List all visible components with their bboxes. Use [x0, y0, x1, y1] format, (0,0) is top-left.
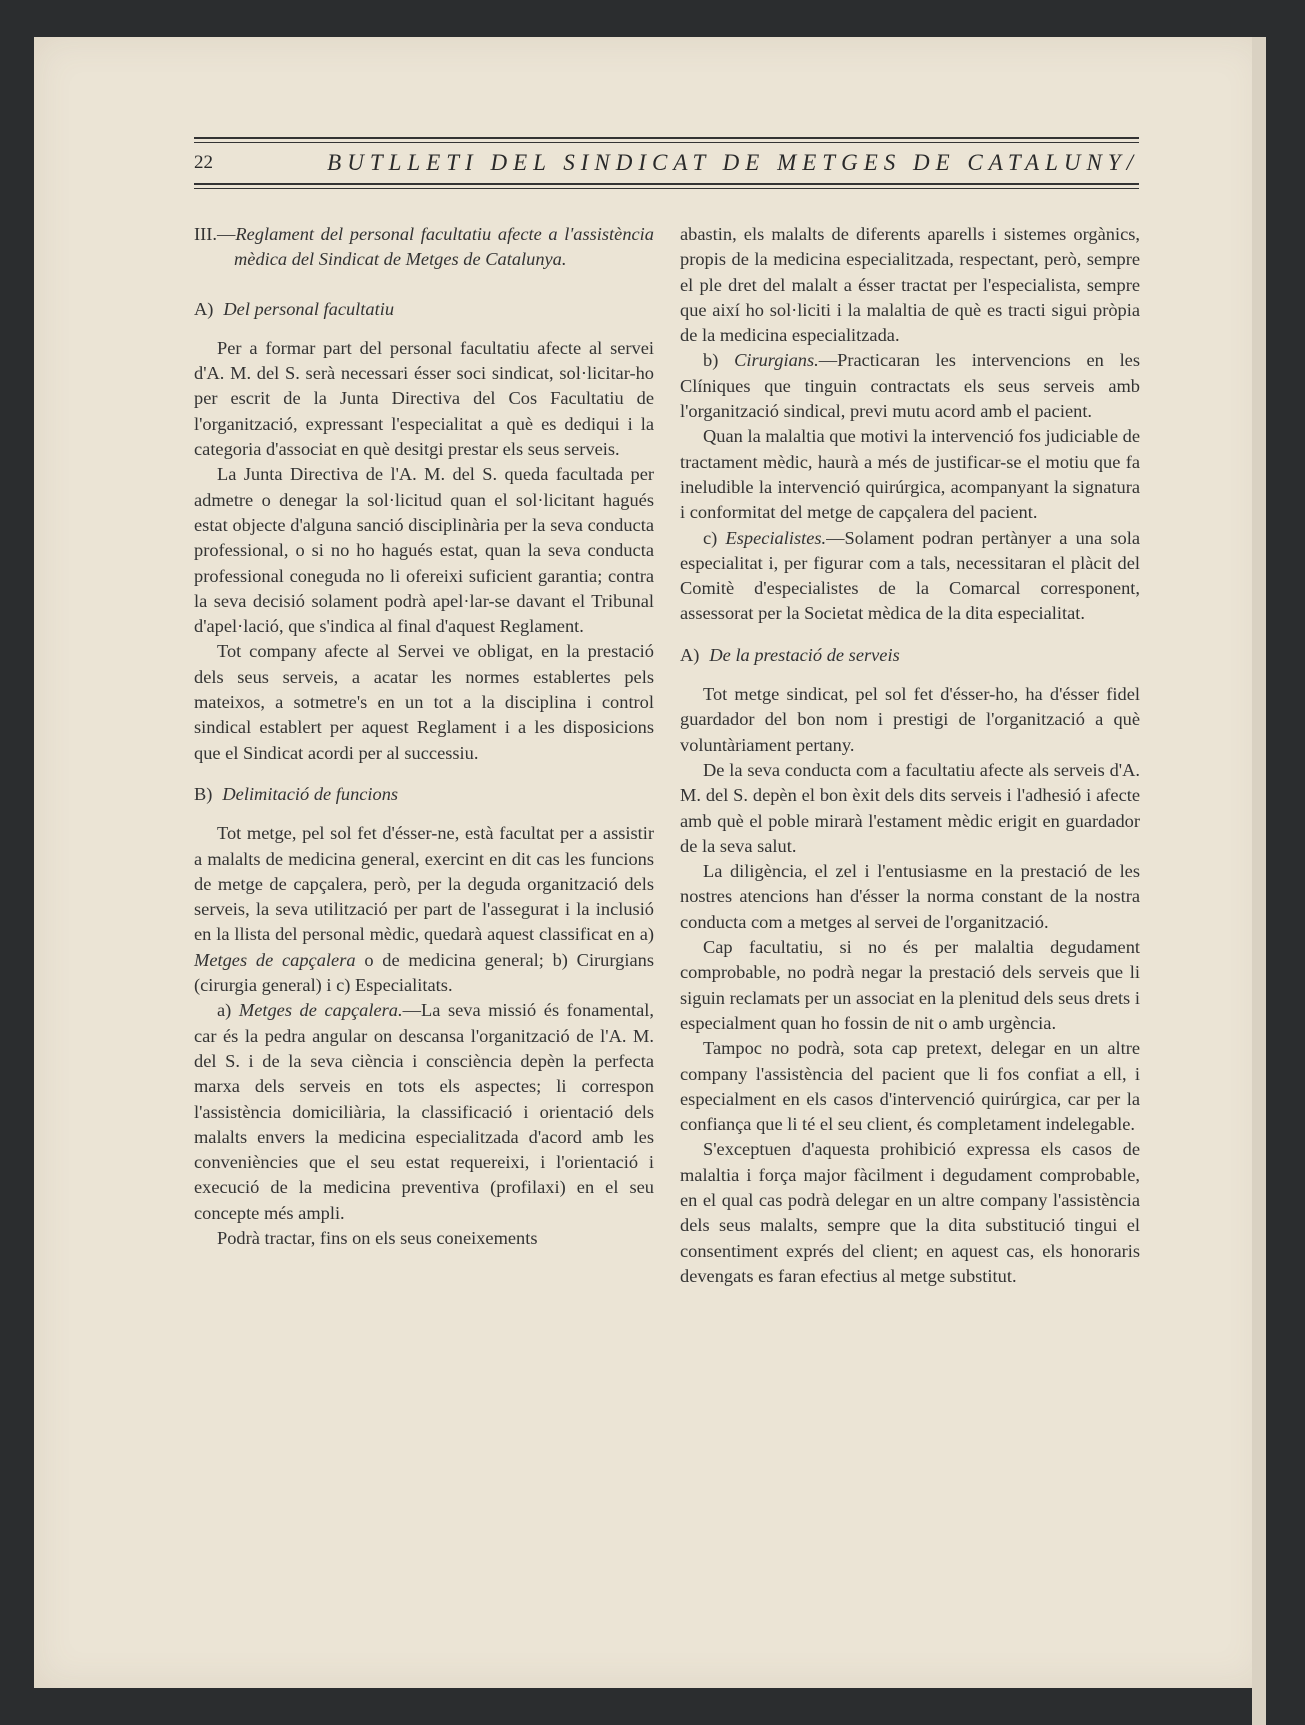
header-rule-bottom — [194, 183, 1139, 185]
paragraph: Podrà tractar, fins on els seus coneixements — [217, 1227, 538, 1248]
next-page-edge — [1252, 37, 1266, 1725]
section-title: De la prestació de serveis — [709, 644, 900, 665]
paragraph: Tot metge sindicat, pel sol fet d'ésser-ho, ha d'ésser fidel guardador del bon nom i prestigi de l'organització a què voluntàriament pertany. — [680, 684, 1140, 755]
text-run: o de medicina general; b) Cirurgians (cirurgia general) i c) Especialitats. — [194, 949, 654, 996]
section-heading-b — [194, 782, 654, 807]
text-run: —Practicaran les intervencions en les Clíniques que tinguin contractats els seus serveis amb l'organització sindical, previ mutu acord amb el pacient. — [680, 350, 1140, 422]
paragraph: La diligència, el zel i l'entusiasme en la prestació de les nostres atencions han d'ésser la norma constant de la nostra conducta com a metges al servei de l'organització. — [680, 861, 1140, 932]
header-rule-bottom-thin — [194, 188, 1139, 189]
paragraph: De la seva conducta com a facultatiu afecte als serveis d'A. M. del S. depèn el bon èxit dels dits serveis i l'adhesió i afecte amb què el poble mirarà l'estament mèdic erigit en guardador de la seva salut. — [680, 759, 1140, 856]
section-title: Del personal facultatiu — [223, 298, 395, 319]
item-label: b) — [703, 350, 719, 371]
page-number: 22 — [194, 152, 213, 173]
paragraph: S'exceptuen d'aquesta prohibició expressa els casos de malaltia i força major fàcilment i degudament comprobable, en el qual cas podrà delegar en un altre company l'assistència dels seus malalts, sempre que la dita substitució tingui el consentiment exprés del client; en aquest cas, els honoraris devengats es faran efectius al metge substitut. — [680, 1139, 1140, 1286]
paragraph — [680, 348, 1140, 424]
paragraph: Per a formar part del personal facultatiu afecte al servei d'A. M. del S. serà necessari ésser soci sindicat, sol·licitar-ho per escrit de la Junta Directiva del Cos Facultatiu de l'organització, expressant l'especialitat a què es dediqui i la categoria d'associat en què desitgi prestar els seus serveis. — [194, 337, 654, 460]
section-label: B) — [194, 783, 213, 804]
title-text: Reglament del personal facultatiu afecte a l'assistència mèdica del Sindicat de Metges de Catalunya. — [234, 224, 654, 270]
italic-term: Metges de capçalera. — [238, 1000, 403, 1021]
paragraph: Cap facultatiu, si no és per malaltia degudament comprobable, no podrà negar la prestació dels serveis que li siguin reclamats per un associat en la plenitud dels seus drets i especialment quan ho fossin de nit o amb urgència. — [680, 937, 1140, 1033]
section-label: A) — [680, 644, 700, 665]
running-header — [194, 137, 1139, 189]
text-run: —La seva missió és fonamental, car és la pedra angular on descansa l'organització de l'A. M. del S. i de la seva ciència i consciència depèn la perfecta marxa dels serveis en tots els aspectes; li correspon l'assistència domiciliària, la classificació i orientació dels malalts envers la medicina especialitzada d'acord amb les conveniències que el seu estat requereixi, i l'orientació i execució de la medicina preventiva (profilaxi) en el seu concepte més ampli. — [194, 1000, 655, 1223]
paragraph: Tampoc no podrà, sota cap pretext, delegar en un altre company l'assistència del pacient que li fos confiat a ell, i especialment en els casos d'intervenció quirúrgica, car per la confiança que li té el seu client, és completament indelegable. — [680, 1038, 1140, 1135]
text-run: Tot metge, pel sol fet d'ésser-ne, està facultat per a assistir a malalts de medicina general, exercint en dit cas les funcions de metge de capçalera, però, per la deguda organització dels serveis, la seva utilització per part de l'assegurat i la inclusió en la llista del personal mèdic, quedarà aquest classificat en a) — [194, 823, 654, 945]
italic-term: Especialistes. — [725, 527, 827, 548]
section-label: A) — [194, 298, 214, 319]
paragraph: La Junta Directiva de l'A. M. del S. queda facultada per admetre o denegar la sol·licitud quan el sol·licitant hagués estat objecte d'alguna sanció disciplinària per la seva conducta professional, o si no ho hagués estat, quan la seva conducta professional coneguda no li ofereixi suficient garantia; contra la seva decisió solament podrà apel·lar-se davant el Tribunal d'apel·lació, que s'indica al final d'aquest Reglament. — [194, 464, 654, 637]
right-column — [680, 222, 1140, 1289]
paragraph: Tot company afecte al Servei ve obligat, en la prestació dels seus serveis, a acatar les normes establertes pels mateixos, a sotmetre's en un tot a la disciplina i control sindical establert per aquest Reglament i a les disposicions que el Sindicat acordi per al successiu. — [194, 641, 654, 763]
header-row — [194, 143, 1139, 183]
section-heading-prestacio — [680, 643, 1140, 668]
text-run: —Solament podran pertànyer a una sola especialitat i, per figurar com a tals, necessitaran el plàcit del Comitè d'especialistes de la Comarcal corresponent, assessorat per la Societat mèdica de la dita especialitat. — [680, 527, 1140, 624]
italic-term: Metges de capçalera — [194, 949, 356, 970]
section-heading-a — [194, 297, 654, 322]
header-rule-top — [194, 137, 1139, 139]
regulation-title — [194, 222, 654, 273]
paragraph: Quan la malaltia que motivi la intervenció fos judiciable de tractament mèdic, haurà a més de justificar-se el motiu que fa ineludible la intervenció quirúrgica, acompanyant la signatura i conformitat del metge de capçalera del pacient. — [680, 426, 1140, 523]
paragraph — [194, 998, 654, 1226]
italic-term: Cirurgians. — [734, 350, 819, 371]
section-title: Delimitació de funcions — [222, 783, 399, 804]
paragraph: abastin, els malalts de diferents aparells i sistemes orgànics, propis de la medicina especialitzada, respectant, però, sempre el ple dret del malalt a ésser tractat per l'especialista, sempre que així ho sol·liciti i la malaltia de què es tracti sigui pròpia de la medicina especialitzada. — [680, 224, 1140, 346]
item-label: c) — [703, 527, 718, 548]
left-column — [194, 222, 654, 1251]
journal-title: BUTLLETI DEL SINDICAT DE METGES DE CATALUNY/ — [327, 150, 1139, 175]
paragraph — [194, 821, 654, 998]
item-label: a) — [217, 1000, 232, 1021]
paragraph — [680, 526, 1140, 627]
title-number: III.— — [194, 224, 236, 244]
